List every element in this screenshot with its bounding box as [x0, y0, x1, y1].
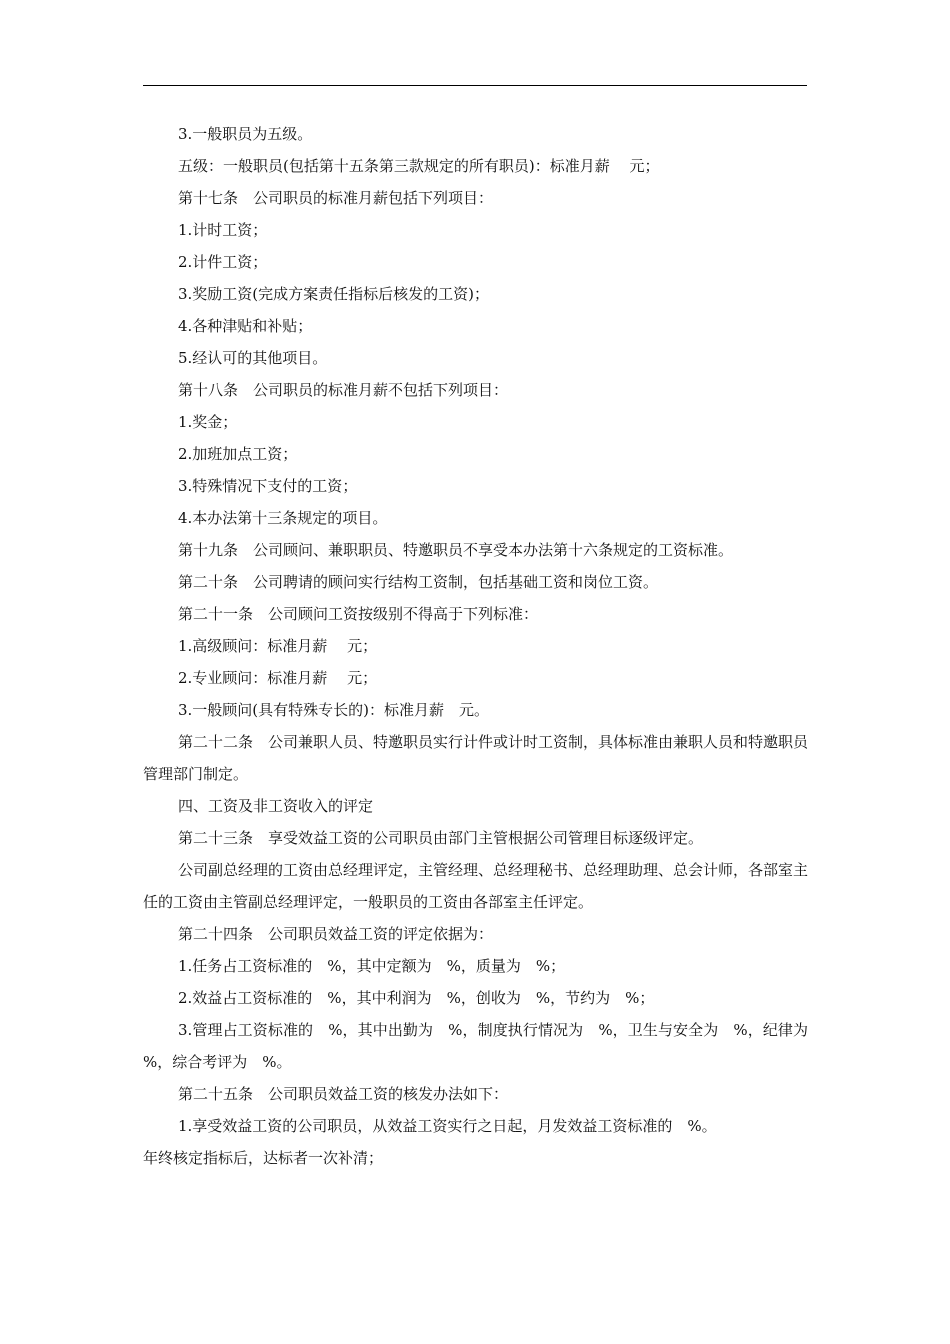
paragraph: 4.本办法第十三条规定的项目。	[178, 509, 388, 527]
paragraph: 第十八条 公司职员的标准月薪不包括下列项目：	[178, 381, 509, 399]
paragraph: 第十九条 公司顾问、兼职职员、特邀职员不享受本办法第十六条规定的工资标准。	[178, 541, 734, 559]
paragraph: 第二十二条 公司兼职人员、特邀职员实行计件或计时工资制，具体标准由兼职人员和特邀职员管理部门制定。	[143, 733, 809, 783]
paragraph: 5.经认可的其他项目。	[178, 349, 328, 367]
paragraph: 第二十条 公司聘请的顾问实行结构工资制，包括基础工资和岗位工资。	[178, 573, 659, 591]
paragraph: 1.任务占工资标准的 %，其中定额为 %，质量为 %；	[178, 957, 566, 975]
paragraph: 五级：一般职员(包括第十五条第三款规定的所有职员)：标准月薪 元；	[178, 157, 660, 175]
section-heading: 四、工资及非工资收入的评定	[178, 797, 374, 815]
paragraph: 公司副总经理的工资由总经理评定，主管经理、总经理秘书、总经理助理、总会计师，各部室主任的工资由主管副总经理评定，一般职员的工资由各部室主任评定。	[143, 861, 809, 911]
paragraph: 第二十一条 公司顾问工资按级别不得高于下列标准：	[178, 605, 539, 623]
paragraph: 3.一般顾问(具有特殊专长的)：标准月薪 元。	[178, 701, 490, 719]
paragraph: 3.奖励工资(完成方案责任指标后核发的工资)；	[178, 285, 490, 303]
document-body	[143, 118, 824, 1174]
paragraph: 4.各种津贴和补贴；	[178, 317, 313, 335]
paragraph: 2.计件工资；	[178, 253, 268, 271]
paragraph: 1.享受效益工资的公司职员，从效益工资实行之日起，月发效益工资标准的 %。	[178, 1117, 717, 1135]
paragraph: 1.奖金；	[178, 413, 238, 431]
paragraph: 1.计时工资；	[178, 221, 268, 239]
paragraph: 第二十三条 享受效益工资的公司职员由部门主管根据公司管理目标逐级评定。	[178, 829, 704, 847]
paragraph: 3.一般职员为五级。	[178, 125, 313, 143]
paragraph: 1.高级顾问：标准月薪 元；	[178, 637, 378, 655]
header-rule	[143, 85, 807, 86]
paragraph: 3.管理占工资标准的 %，其中出勤为 %，制度执行情况为 %，卫生与安全为 %，纪律为 %，综合考评为 %。	[143, 1021, 824, 1071]
paragraph: 2.加班加点工资；	[178, 445, 298, 463]
paragraph: 2.效益占工资标准的 %，其中利润为 %，创收为 %，节约为 %；	[178, 989, 655, 1007]
paragraph: 2.专业顾问：标准月薪 元；	[178, 669, 378, 687]
paragraph: 第十七条 公司职员的标准月薪包括下列项目：	[178, 189, 494, 207]
paragraph: 3.特殊情况下支付的工资；	[178, 477, 358, 495]
paragraph: 年终核定指标后，达标者一次补清；	[143, 1149, 384, 1167]
paragraph: 第二十四条 公司职员效益工资的评定依据为：	[178, 925, 494, 943]
paragraph: 第二十五条 公司职员效益工资的核发办法如下：	[178, 1085, 509, 1103]
